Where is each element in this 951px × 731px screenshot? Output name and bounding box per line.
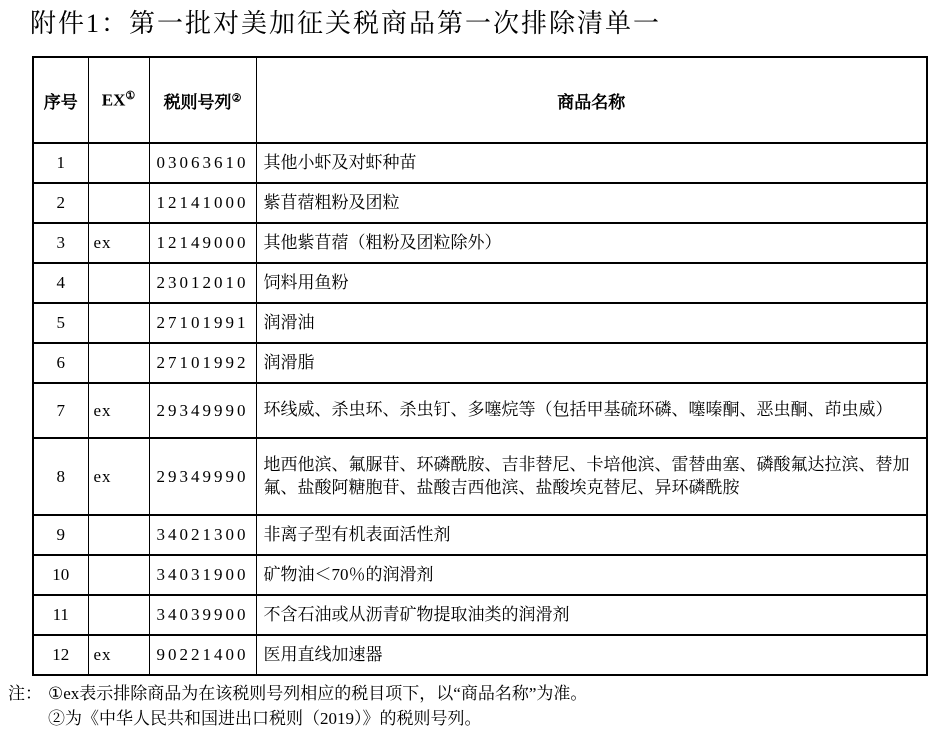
table-row	[33, 343, 927, 383]
header-ex	[88, 57, 149, 143]
cell-name: 非离子型有机表面活性剂	[256, 515, 927, 555]
header-serial-number-label: 序号	[43, 92, 78, 112]
cell-no: 3	[33, 223, 88, 263]
table-body	[33, 143, 927, 675]
cell-no: 4	[33, 263, 88, 303]
cell-name: 其他小虾及对虾种苗	[256, 143, 927, 183]
table-row	[33, 383, 927, 438]
table-row	[33, 263, 927, 303]
cell-no: 12	[33, 635, 88, 675]
cell-code: 90221400	[149, 635, 256, 675]
cell-no: 7	[33, 383, 88, 438]
cell-code: 34039900	[149, 595, 256, 635]
header-tariff-code-label: 税则号列	[163, 92, 232, 112]
cell-no: 9	[33, 515, 88, 555]
cell-name: 润滑脂	[256, 343, 927, 383]
table-row	[33, 515, 927, 555]
footnote-lines	[48, 681, 587, 731]
header-product-name	[256, 57, 927, 143]
table-row	[33, 635, 927, 675]
cell-ex	[88, 555, 149, 595]
cell-name: 饲料用鱼粉	[256, 263, 927, 303]
cell-code: 12149000	[149, 223, 256, 263]
cell-no: 6	[33, 343, 88, 383]
header-serial-number	[33, 57, 88, 143]
cell-name: 紫苜蓿粗粉及团粒	[256, 183, 927, 223]
cell-name: 矿物油＜70％的润滑剂	[256, 555, 927, 595]
header-tariff-code-footnote-mark: ②	[231, 91, 242, 104]
cell-code: 29349990	[149, 438, 256, 515]
cell-code: 12141000	[149, 183, 256, 223]
header-ex-footnote-mark: ①	[125, 90, 136, 103]
cell-code: 27101991	[149, 303, 256, 343]
footnote-prefix: 注：	[8, 684, 42, 703]
header-product-name-label: 商品名称	[557, 92, 626, 112]
cell-no: 1	[33, 143, 88, 183]
table-row	[33, 555, 927, 595]
cell-code: 03063610	[149, 143, 256, 183]
cell-ex: ex	[88, 635, 149, 675]
header-tariff-code	[149, 57, 256, 143]
cell-ex: ex	[88, 223, 149, 263]
cell-ex	[88, 595, 149, 635]
cell-code: 34031900	[149, 555, 256, 595]
cell-no: 2	[33, 183, 88, 223]
cell-ex	[88, 263, 149, 303]
cell-no: 10	[33, 555, 88, 595]
footnote-line-2: ②为《中华人民共和国进出口税则（2019）》的税则号列。	[48, 709, 482, 728]
cell-name: 其他紫苜蓿（粗粉及团粒除外）	[256, 223, 927, 263]
cell-code: 29349990	[149, 383, 256, 438]
cell-code: 23012010	[149, 263, 256, 303]
cell-ex	[88, 343, 149, 383]
cell-ex	[88, 515, 149, 555]
footnote-line-1: ①ex表示排除商品为在该税则号列相应的税目项下，以“商品名称”为准。	[48, 684, 588, 703]
cell-ex	[88, 143, 149, 183]
table-row	[33, 183, 927, 223]
table-row	[33, 143, 927, 183]
table-row	[33, 223, 927, 263]
cell-code: 27101992	[149, 343, 256, 383]
header-ex-label: EX	[101, 90, 126, 110]
cell-name: 医用直线加速器	[256, 635, 927, 675]
cell-code: 34021300	[149, 515, 256, 555]
table-row	[33, 303, 927, 343]
cell-ex	[88, 303, 149, 343]
cell-no: 8	[33, 438, 88, 515]
cell-ex: ex	[88, 438, 149, 515]
exclusion-list-table	[32, 56, 928, 676]
table-row	[33, 438, 927, 515]
cell-ex	[88, 183, 149, 223]
table-row	[33, 595, 927, 635]
cell-no: 11	[33, 595, 88, 635]
table-header-row	[33, 57, 927, 143]
page-title: 附件1：第一批对美加征关税商品第一次排除清单一	[30, 9, 662, 38]
cell-name: 环线威、杀虫环、杀虫钉、多噻烷等（包括甲基硫环磷、噻嗪酮、恶虫酮、茚虫威）	[256, 383, 927, 438]
footnotes	[8, 681, 951, 731]
cell-name: 地西他滨、氟脲苷、环磷酰胺、吉非替尼、卡培他滨、雷替曲塞、磷酸氟达拉滨、替加氟、盐酸阿糖胞苷、盐酸吉西他滨、盐酸埃克替尼、异环磷酰胺	[256, 438, 927, 515]
cell-no: 5	[33, 303, 88, 343]
cell-ex: ex	[88, 383, 149, 438]
cell-name: 润滑油	[256, 303, 927, 343]
cell-name: 不含石油或从沥青矿物提取油类的润滑剂	[256, 595, 927, 635]
